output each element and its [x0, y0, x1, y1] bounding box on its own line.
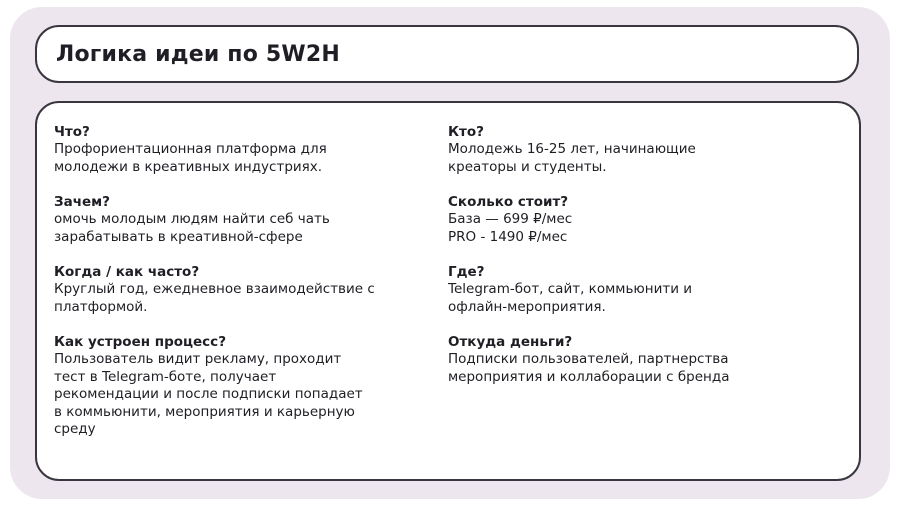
block-line: мероприятия и коллаборации с бренда	[448, 368, 730, 385]
block-how	[54, 333, 424, 439]
block-line: Подписки пользователей, партнерства	[448, 351, 729, 367]
block-line: молодежи в креативных индустриях.	[54, 158, 323, 175]
block-money	[448, 333, 828, 386]
block-line: креаторы и студенты.	[448, 158, 607, 175]
block-heading: Сколько стоит?	[448, 194, 569, 210]
block-line: зарабатывать в креативной-сфере	[54, 228, 303, 245]
block-heading: Когда / как часто?	[54, 264, 200, 280]
block-line: Молодежь 16-25 лет, начинающие	[448, 141, 696, 157]
block-line: платформой.	[54, 298, 148, 315]
block-when	[54, 263, 424, 316]
page-title: Логика идеи по 5W2H	[56, 42, 340, 67]
block-line: офлайн-мероприятия.	[448, 298, 606, 315]
block-line: Профориентационная платформа для	[54, 141, 327, 157]
block-line: тест в Telegram-боте, получает	[54, 368, 277, 385]
title-card	[35, 25, 859, 83]
block-line: Круглый год, ежедневное взаимодействие с	[54, 281, 375, 297]
block-heading: Откуда деньги?	[448, 334, 573, 350]
block-line: среду	[54, 421, 96, 437]
block-line: База — 699 ₽/мес	[448, 211, 573, 227]
block-heading: Зачем?	[54, 194, 110, 210]
left-column	[54, 123, 424, 456]
block-line: в коммьюнити, мероприятия и карьерную	[54, 403, 355, 420]
block-line: омочь молодым людям найти себ чать	[54, 211, 330, 227]
block-why	[54, 193, 424, 246]
block-line: Telegram-бот, сайт, коммьюнити и	[448, 281, 693, 297]
block-line: рекомендации и после подписки попадает	[54, 386, 363, 402]
block-what	[54, 123, 424, 176]
right-column	[448, 123, 828, 403]
block-heading: Что?	[54, 124, 90, 140]
block-where	[448, 263, 828, 316]
block-line: PRO - 1490 ₽/мес	[448, 228, 568, 245]
block-line: Пользователь видит рекламу, проходит	[54, 351, 342, 367]
block-how-much	[448, 193, 828, 246]
block-heading: Кто?	[448, 124, 484, 140]
block-who	[448, 123, 828, 176]
content-card	[35, 101, 861, 481]
block-heading: Где?	[448, 264, 485, 280]
block-heading: Как устроен процесс?	[54, 334, 227, 350]
